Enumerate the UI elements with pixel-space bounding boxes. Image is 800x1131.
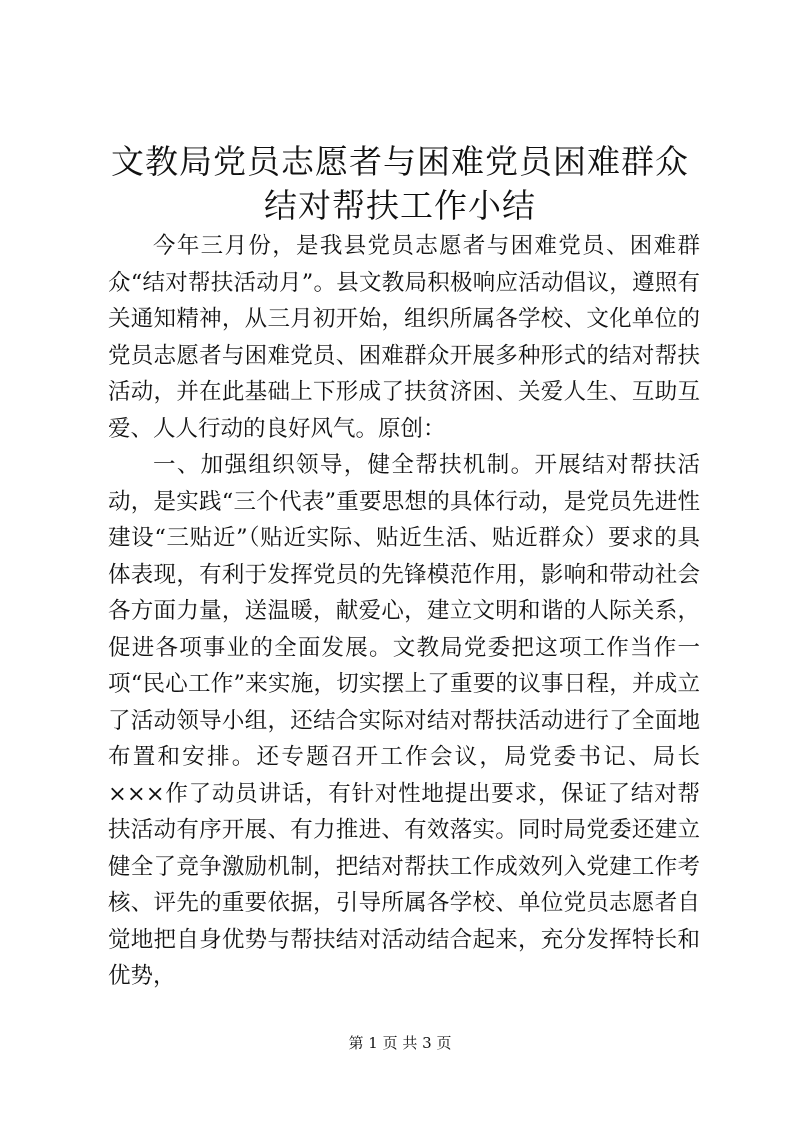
paragraph-section-1: 一、加强组织领导，健全帮扶机制。开展结对帮扶活动，是实践“三个代表”重要思想的具体行动，是党员先进性建设“三贴近”（贴近实际、贴近生活、贴近群众）要求的具体表现，有利于发挥党员的先锋模范作用，影响和带动社会各方面力量，送温暖，献爱心，建立文明和谐的人际关系，促进各项事业的全面发展。文教局党委把这项工作当作一项“民心工作”来实施，切实摆上了重要的议事日程，并成立了活动领导小组，还结合实际对结对帮扶活动进行了全面地布置和安排。还专题召开工作会议，局党委书记、局长×××作了动员讲话，有针对性地提出要求，保证了结对帮扶活动有序开展、有力推进、有效落实。同时局党委还建立健全了竞争激励机制，把结对帮扶工作成效列入党建工作考核、评先的重要依据，引导所属各学校、单位党员志愿者自觉地把自身优势与帮扶结对活动结合起来，充分发挥特长和优势， xyxy=(108,452,700,989)
document-body xyxy=(108,228,700,995)
page-number-footer: 第 1 页 共 3 页 xyxy=(348,1034,452,1052)
paragraph-intro: 今年三月份，是我县党员志愿者与困难党员、困难群众“结对帮扶活动月”。县文教局积极响应活动倡议，遵照有关通知精神，从三月初开始，组织所属各学校、文化单位的党员志愿者与困难党员、困难群众开展多种形式的结对帮扶活动，并在此基础上下形成了扶贫济困、关爱人生、互助互爱、人人行动的良好风气。原创： xyxy=(108,233,700,442)
document-title: 文教局党员志愿者与困难党员困难群众结对帮扶工作小结 xyxy=(111,142,689,225)
